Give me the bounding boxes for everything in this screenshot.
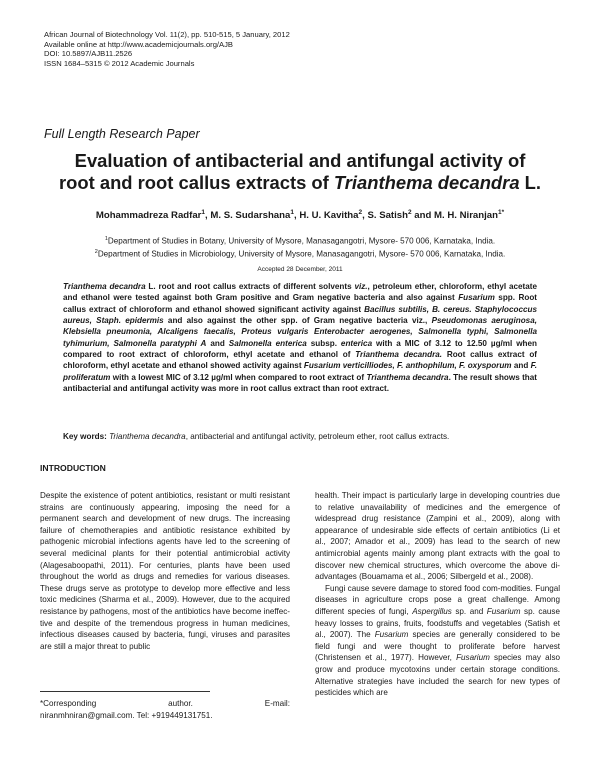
abstract-span: Fusarium [458, 293, 495, 303]
left-column [40, 490, 290, 652]
abstract-span: Pseudomonas aeruginosa, Klebsiella pneumonia, Alcaligens faecalis, Proteus vulgaris Enterobacter aerogenes, Salmonella typhi, Salmonella tyhimurium, Salmonella paratyphi A [63, 316, 537, 348]
abstract-span: and [511, 361, 531, 371]
intro-paragraph-continued: health. Their impact is particularly large in developing countries due to relative unavailability of medicines and the emergence of widespread drug resistance (Zampini et al., 2009), along with appearance of undesirable side effects of certain antibiotics (Li et al., 2007; Amador et al., 2009) has lead to the search of new antimicrobial agents mainly among plant extracts with the goal to discover new chemical structures, which overcome the above di-advantages (Bouamama et al., 2006; Silbergeld et al., 2008). [315, 491, 560, 582]
journal-citation: African Journal of Biotechnology Vol. 11(2), pp. 510-515, 5 January, 2012 [44, 30, 290, 39]
affiliation-2 [40, 247, 560, 260]
abstract-span: subsp. [306, 338, 341, 348]
abstract-span: and also against the other spp. of Gram negative bacteria viz., [163, 316, 432, 326]
paragraph-span: species are generally considered to be field fungi and were thought to proliferate before harvest (Christensen et al., 1977). However, [315, 630, 561, 663]
author-affil-mark: 2 [408, 209, 412, 216]
footnote-divider [40, 691, 210, 692]
author-name: M. H. Niranjan [434, 210, 498, 222]
title-line-2 [40, 172, 560, 194]
abstract-span: L. root and root callus extracts of different solvents [145, 282, 355, 291]
paragraph-span: Fusarium [486, 606, 521, 616]
abstract-span: with a MIC of 3.12 to 12.50 µg/ml when compared to root extract of chloroform, ethyl acetate and ethanol of [63, 338, 538, 360]
title-species: Trianthema decandra [333, 172, 520, 193]
author-separator: and [411, 210, 435, 222]
author-affil-number: 1 [497, 209, 502, 216]
right-column [315, 490, 560, 699]
title-suffix: L. [519, 172, 542, 193]
author-name: H. U. Kavitha [299, 210, 359, 222]
accepted-date: Accepted 28 December, 2011 [257, 266, 343, 273]
doi-line: DOI: 10.5897/AJB11.2526 [44, 49, 133, 59]
paragraph-span: Fusarium [456, 653, 490, 663]
footnote-word: author. [168, 699, 193, 708]
corresponding-mark: * [501, 209, 505, 216]
availability-line: Available online at http://www.academicjournals.org/AJB [44, 39, 233, 49]
keywords-species: Trianthema decandra [109, 432, 186, 441]
abstract-span: Trianthema decandra. [355, 350, 443, 360]
footnote-label: *Corresponding [40, 699, 97, 708]
abstract-span: Root callus extract of chloroform, ethyl acetate and ethanol showed activity against [63, 350, 537, 371]
journal-header [44, 30, 290, 68]
abstract-span: F. proliferatum [63, 361, 537, 382]
paper-title [40, 150, 560, 194]
footnote-line-1 [40, 698, 290, 710]
paragraph-span: sp. and [451, 606, 487, 616]
issn-line: ISSN 1684–5315 © 2012 Academic Journals [44, 58, 195, 68]
paragraph-span: Fungi cause severe damage to stored food com-modities. Fungal diseases in agriculture crops pose a great challenge. Among different species of fungi, [315, 583, 560, 616]
paragraph-span: Fusarium [374, 630, 409, 640]
affiliation-1 [40, 234, 560, 247]
author-name: S. Satish [367, 210, 408, 222]
author-affil-mark: 1 [290, 209, 294, 216]
affiliation-mark: 1 [104, 236, 108, 242]
affiliations [40, 234, 560, 260]
abstract-span: Trianthema decandra [366, 372, 449, 382]
abstract-span: Salmonella enterica [228, 338, 307, 348]
abstract-span: and [206, 338, 229, 348]
abstract-span: Bacillus subtilis, B. cereus. Staphylococcus aureus, Staph. epidermis [63, 304, 538, 326]
abstract-span: , petroleum ether, chloroform, ethyl acetate and ethanol were tested against both Gram positive and Gram negative bacteria and also against [63, 282, 537, 303]
author-separator: , [293, 210, 300, 222]
title-line-1: Evaluation of antibacterial and antifungal activity of [74, 150, 526, 171]
abstract-span: Fusarium verticilliodes, F. anthophilum, F. oxysporum [303, 361, 512, 371]
abstract-span: spp. Root callus extract of chloroform and ethanol showed significant activity against [63, 293, 538, 314]
footnote-contact: niranmhniran@gmail.com. Tel: +919449131751. [40, 710, 213, 720]
author-separator: , [205, 210, 211, 222]
author-name: Mohammadreza Radfar [95, 210, 202, 222]
author-name: M. S. Sudarshana [210, 210, 291, 222]
abstract-span: enterica [340, 338, 373, 348]
intro-paragraph-2 [315, 583, 560, 699]
author-list [40, 209, 560, 221]
keywords-label: Key words: [63, 432, 107, 441]
section-heading-introduction: INTRODUCTION [40, 463, 106, 473]
author-affil-mark: 2 [358, 209, 363, 216]
author-separator: , [362, 210, 368, 222]
intro-paragraph-1: Despite the existence of potent antibiotics, resistant or multi resistant strains are continuously appearing, imposing the need for a permanent search and development of new drugs. The increasing failure of chemotherapies and antibiotic resistance exhibited by pathogenic microbial infections agents have led to the screening of several medicinal plants for their potential antimicrobial activity (Alagesaboopathi, 2011). For centuries, plants have been used throughout the world as drugs and remedies for various diseases. These drugs serve as prototype to develop more effective and less toxic medicines (Sharma et al., 2009). However, due to the acquired resistance by pathogens, most of the antibiotics have become ineffec-tive and despite of the tremendous progress in human medicines, infectious diseases caused by bacteria, fungi, viruses and parasites are still a major threat to public [40, 491, 291, 651]
paper-type: Full Length Research Paper [44, 127, 200, 141]
author-affil-mark: 1 [201, 209, 206, 216]
title-prefix: root and root callus extracts of [58, 172, 334, 193]
footnote-word: E-mail: [264, 699, 290, 708]
corresponding-author-footnote [40, 698, 290, 721]
abstract-span: . The result shows that antibacterial and antifungal activity was more in root callus extract than root extract. [63, 372, 537, 394]
abstract-span: viz. [354, 282, 368, 291]
paragraph-span: Aspergillus [412, 606, 452, 616]
affiliation-text: Department of Studies in Microbiology, University of Mysore, Manasagangotri, Mysore- 570 006, Karnataka, India. [97, 249, 506, 259]
abstract-span: with a lowest MIC of 3.12 µg/ml when compared to root extract of [110, 372, 367, 382]
paragraph-span: species may also grow and produce mycotoxins under certain storage conditions. Alternative strategies have included the search for new types of pesticides which are [315, 653, 560, 698]
affiliation-text: Department of Studies in Botany, University of Mysore, Manasagangotri, Mysore- 570 006, Karnataka, India. [107, 236, 496, 246]
author-affil-mark [498, 209, 504, 216]
affiliation-mark: 2 [94, 249, 98, 256]
paragraph-span: sp. cause heavy losses to grains, fruits, foodstuffs and vegetables (Satish et al., 2007). The [315, 606, 560, 640]
keywords-list: , antibacterial and antifungal activity, petroleum ether, root callus extracts. [185, 432, 450, 441]
abstract [63, 281, 537, 394]
abstract-span: Trianthema decandra [63, 282, 146, 291]
keywords [63, 432, 543, 441]
